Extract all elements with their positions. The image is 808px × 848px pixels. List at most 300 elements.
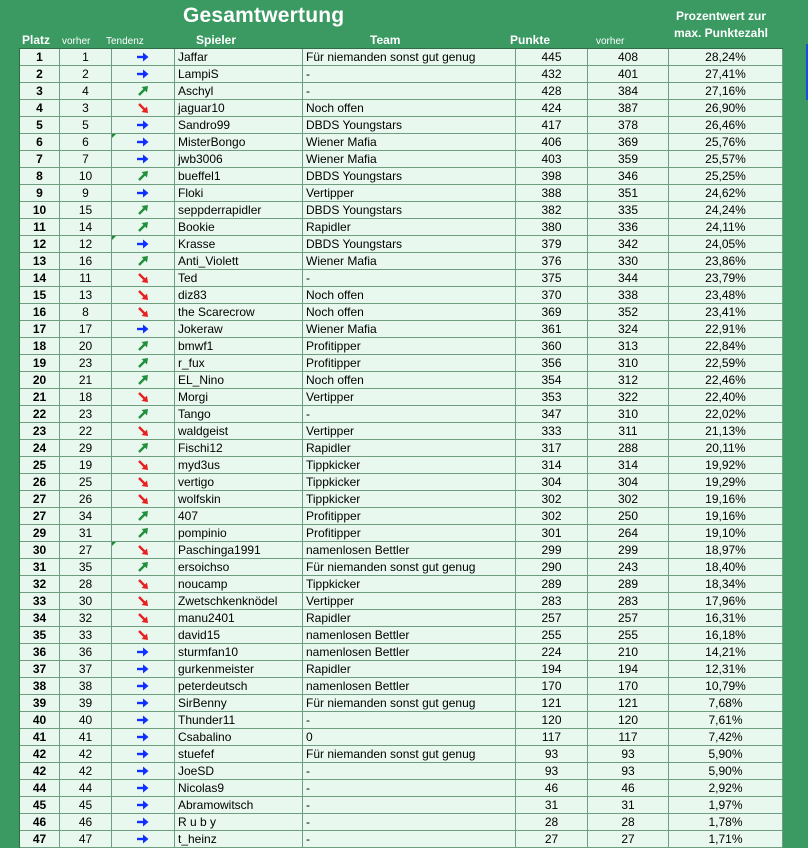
- table-row: [20, 593, 783, 610]
- cell-platz: 33: [20, 593, 60, 609]
- table-row: [20, 678, 783, 695]
- cell-punkte: 379: [516, 236, 588, 252]
- cell-punkte: 317: [516, 440, 588, 456]
- cell-tendenz: [112, 457, 175, 473]
- cell-tendenz: [112, 304, 175, 320]
- cell-spieler: JoeSD: [175, 763, 303, 779]
- table-row: [20, 780, 783, 797]
- cell-spieler: 407: [175, 508, 303, 524]
- cell-vorher: 42: [60, 763, 112, 779]
- arrow-down-right-icon: [136, 492, 150, 506]
- cell-spieler: sturmfan10: [175, 644, 303, 660]
- cell-punkte: 333: [516, 423, 588, 439]
- cell-tendenz: [112, 746, 175, 762]
- cell-vorher: 31: [60, 525, 112, 541]
- table-row: [20, 695, 783, 712]
- table-row: [20, 100, 783, 117]
- table-row: [20, 542, 783, 559]
- cell-vorher: 21: [60, 372, 112, 388]
- cell-vorher2: 28: [588, 814, 669, 830]
- cell-prozent: 19,10%: [669, 525, 783, 541]
- comment-marker-icon: [112, 542, 116, 547]
- arrow-down-right-icon: [136, 611, 150, 625]
- table-row: [20, 83, 783, 100]
- cell-spieler: SirBenny: [175, 695, 303, 711]
- cell-prozent: 24,24%: [669, 202, 783, 218]
- cell-punkte: 120: [516, 712, 588, 728]
- arrow-right-icon: [136, 679, 150, 693]
- cell-prozent: 23,48%: [669, 287, 783, 303]
- cell-prozent: 19,92%: [669, 457, 783, 473]
- cell-team: Profitipper: [303, 355, 516, 371]
- cell-team: namenlosen Bettler: [303, 644, 516, 660]
- cell-platz: 8: [20, 168, 60, 184]
- cell-vorher2: 311: [588, 423, 669, 439]
- cell-tendenz: [112, 780, 175, 796]
- cell-vorher: 42: [60, 746, 112, 762]
- cell-spieler: gurkenmeister: [175, 661, 303, 677]
- cell-prozent: 22,91%: [669, 321, 783, 337]
- cell-vorher2: 121: [588, 695, 669, 711]
- arrow-down-right-icon: [136, 271, 150, 285]
- cell-team: -: [303, 763, 516, 779]
- cell-punkte: 194: [516, 661, 588, 677]
- cell-tendenz: [112, 661, 175, 677]
- table-row: [20, 168, 783, 185]
- cell-vorher2: 384: [588, 83, 669, 99]
- cell-tendenz: [112, 491, 175, 507]
- cell-vorher2: 312: [588, 372, 669, 388]
- cell-tendenz: [112, 185, 175, 201]
- cell-team: Für niemanden sonst gut genug: [303, 695, 516, 711]
- cell-tendenz: [112, 831, 175, 847]
- cell-team: Rapidler: [303, 440, 516, 456]
- table-row: [20, 219, 783, 236]
- cell-prozent: 7,42%: [669, 729, 783, 745]
- cell-team: Rapidler: [303, 610, 516, 626]
- cell-platz: 4: [20, 100, 60, 116]
- cell-tendenz: [112, 66, 175, 82]
- cell-vorher2: 46: [588, 780, 669, 796]
- cell-platz: 11: [20, 219, 60, 235]
- cell-team: namenlosen Bettler: [303, 678, 516, 694]
- cell-team: Vertipper: [303, 423, 516, 439]
- cell-vorher: 35: [60, 559, 112, 575]
- arrow-down-right-icon: [136, 101, 150, 115]
- cell-vorher: 3: [60, 100, 112, 116]
- page-title: Gesamtwertung: [183, 4, 345, 27]
- cell-team: -: [303, 270, 516, 286]
- cell-platz: 41: [20, 729, 60, 745]
- cell-prozent: 25,57%: [669, 151, 783, 167]
- cell-prozent: 16,18%: [669, 627, 783, 643]
- arrow-down-right-icon: [136, 424, 150, 438]
- cell-vorher2: 250: [588, 508, 669, 524]
- cell-prozent: 19,29%: [669, 474, 783, 490]
- cell-team: Tippkicker: [303, 491, 516, 507]
- standings-table: [19, 48, 783, 848]
- cell-tendenz: [112, 797, 175, 813]
- cell-spieler: Jaffar: [175, 49, 303, 65]
- cell-prozent: 22,59%: [669, 355, 783, 371]
- cell-platz: 44: [20, 780, 60, 796]
- header-platz: Platz: [22, 33, 51, 47]
- arrow-down-right-icon: [136, 305, 150, 319]
- arrow-up-right-icon: [136, 560, 150, 574]
- cell-punkte: 375: [516, 270, 588, 286]
- cell-platz: 31: [20, 559, 60, 575]
- cell-vorher2: 31: [588, 797, 669, 813]
- cell-prozent: 21,13%: [669, 423, 783, 439]
- cell-punkte: 354: [516, 372, 588, 388]
- cell-spieler: Sandro99: [175, 117, 303, 133]
- cell-spieler: MisterBongo: [175, 134, 303, 150]
- cell-prozent: 1,78%: [669, 814, 783, 830]
- header-vorher2: vorher: [596, 36, 625, 47]
- cell-vorher: 4: [60, 83, 112, 99]
- cell-vorher2: 93: [588, 746, 669, 762]
- cell-vorher2: 210: [588, 644, 669, 660]
- cell-prozent: 7,61%: [669, 712, 783, 728]
- cell-spieler: waldgeist: [175, 423, 303, 439]
- cell-vorher2: 352: [588, 304, 669, 320]
- cell-platz: 38: [20, 678, 60, 694]
- cell-vorher: 32: [60, 610, 112, 626]
- cell-platz: 46: [20, 814, 60, 830]
- cell-spieler: Nicolas9: [175, 780, 303, 796]
- cell-vorher2: 27: [588, 831, 669, 847]
- table-row: [20, 644, 783, 661]
- cell-platz: 22: [20, 406, 60, 422]
- table-row: [20, 355, 783, 372]
- arrow-right-icon: [136, 798, 150, 812]
- cell-team: Profitipper: [303, 525, 516, 541]
- cell-tendenz: [112, 763, 175, 779]
- cell-punkte: 388: [516, 185, 588, 201]
- cell-tendenz: [112, 559, 175, 575]
- arrow-up-right-icon: [136, 169, 150, 183]
- cell-vorher: 25: [60, 474, 112, 490]
- table-row: [20, 151, 783, 168]
- cell-vorher2: 344: [588, 270, 669, 286]
- cell-vorher2: 330: [588, 253, 669, 269]
- cell-spieler: EL_Nino: [175, 372, 303, 388]
- cell-prozent: 18,40%: [669, 559, 783, 575]
- cell-punkte: 299: [516, 542, 588, 558]
- arrow-right-icon: [136, 662, 150, 676]
- cell-platz: 40: [20, 712, 60, 728]
- arrow-right-icon: [136, 696, 150, 710]
- table-row: [20, 763, 783, 780]
- cell-prozent: 24,62%: [669, 185, 783, 201]
- cell-vorher2: 314: [588, 457, 669, 473]
- cell-platz: 12: [20, 236, 60, 252]
- cell-vorher2: 338: [588, 287, 669, 303]
- cell-spieler: Ted: [175, 270, 303, 286]
- cell-tendenz: [112, 525, 175, 541]
- cell-tendenz: [112, 508, 175, 524]
- cell-vorher2: 117: [588, 729, 669, 745]
- cell-punkte: 27: [516, 831, 588, 847]
- cell-team: -: [303, 712, 516, 728]
- cell-prozent: 25,25%: [669, 168, 783, 184]
- cell-spieler: peterdeutsch: [175, 678, 303, 694]
- arrow-right-icon: [136, 815, 150, 829]
- cell-punkte: 302: [516, 491, 588, 507]
- cell-team: DBDS Youngstars: [303, 236, 516, 252]
- arrow-down-right-icon: [136, 458, 150, 472]
- cell-spieler: ersoichso: [175, 559, 303, 575]
- cell-team: Für niemanden sonst gut genug: [303, 746, 516, 762]
- cell-platz: 23: [20, 423, 60, 439]
- cell-vorher2: 313: [588, 338, 669, 354]
- cell-vorher2: 359: [588, 151, 669, 167]
- cell-spieler: Bookie: [175, 219, 303, 235]
- cell-punkte: 353: [516, 389, 588, 405]
- cell-punkte: 28: [516, 814, 588, 830]
- cell-team: Vertipper: [303, 185, 516, 201]
- cell-platz: 2: [20, 66, 60, 82]
- table-row: [20, 712, 783, 729]
- cell-platz: 5: [20, 117, 60, 133]
- cell-tendenz: [112, 338, 175, 354]
- cell-prozent: 23,86%: [669, 253, 783, 269]
- cell-tendenz: [112, 474, 175, 490]
- cell-punkte: 257: [516, 610, 588, 626]
- cell-tendenz: [112, 134, 175, 150]
- cell-tendenz: [112, 270, 175, 286]
- arrow-right-icon: [136, 713, 150, 727]
- cell-punkte: 255: [516, 627, 588, 643]
- cell-punkte: 369: [516, 304, 588, 320]
- cell-tendenz: [112, 236, 175, 252]
- cell-tendenz: [112, 695, 175, 711]
- cell-vorher: 18: [60, 389, 112, 405]
- cell-tendenz: [112, 542, 175, 558]
- cell-platz: 37: [20, 661, 60, 677]
- table-row: [20, 134, 783, 151]
- cell-punkte: 170: [516, 678, 588, 694]
- cell-vorher: 37: [60, 661, 112, 677]
- cell-vorher2: 299: [588, 542, 669, 558]
- table-row: [20, 321, 783, 338]
- cell-vorher: 28: [60, 576, 112, 592]
- cell-prozent: 19,16%: [669, 508, 783, 524]
- cell-vorher2: 408: [588, 49, 669, 65]
- arrow-down-right-icon: [136, 628, 150, 642]
- cell-spieler: Paschinga1991: [175, 542, 303, 558]
- cell-team: Tippkicker: [303, 457, 516, 473]
- cell-spieler: Zwetschkenknödel: [175, 593, 303, 609]
- table-row: [20, 49, 783, 66]
- cell-spieler: diz83: [175, 287, 303, 303]
- cell-team: Noch offen: [303, 287, 516, 303]
- arrow-up-right-icon: [136, 441, 150, 455]
- arrow-up-right-icon: [136, 373, 150, 387]
- cell-punkte: 417: [516, 117, 588, 133]
- cell-team: -: [303, 831, 516, 847]
- cell-team: Noch offen: [303, 304, 516, 320]
- arrow-up-right-icon: [136, 526, 150, 540]
- cell-team: Vertipper: [303, 389, 516, 405]
- cell-team: Wiener Mafia: [303, 321, 516, 337]
- arrow-up-right-icon: [136, 203, 150, 217]
- cell-vorher: 30: [60, 593, 112, 609]
- cell-punkte: 347: [516, 406, 588, 422]
- arrow-up-right-icon: [136, 407, 150, 421]
- cell-punkte: 93: [516, 763, 588, 779]
- table-row: [20, 202, 783, 219]
- cell-vorher: 46: [60, 814, 112, 830]
- cell-platz: 17: [20, 321, 60, 337]
- cell-vorher: 10: [60, 168, 112, 184]
- table-row: [20, 406, 783, 423]
- cell-vorher: 38: [60, 678, 112, 694]
- cell-vorher: 15: [60, 202, 112, 218]
- cell-punkte: 46: [516, 780, 588, 796]
- cell-tendenz: [112, 253, 175, 269]
- arrow-up-right-icon: [136, 356, 150, 370]
- cell-vorher: 44: [60, 780, 112, 796]
- cell-punkte: 445: [516, 49, 588, 65]
- arrow-right-icon: [136, 67, 150, 81]
- table-row: [20, 746, 783, 763]
- cell-spieler: seppderrapidler: [175, 202, 303, 218]
- cell-team: -: [303, 406, 516, 422]
- cell-punkte: 283: [516, 593, 588, 609]
- table-row: [20, 661, 783, 678]
- cell-tendenz: [112, 678, 175, 694]
- cell-vorher2: 194: [588, 661, 669, 677]
- header-spieler: Spieler: [196, 33, 237, 47]
- cell-vorher: 33: [60, 627, 112, 643]
- cell-vorher: 39: [60, 695, 112, 711]
- cell-tendenz: [112, 117, 175, 133]
- cell-vorher2: 264: [588, 525, 669, 541]
- arrow-right-icon: [136, 764, 150, 778]
- cell-platz: 20: [20, 372, 60, 388]
- cell-punkte: 301: [516, 525, 588, 541]
- cell-prozent: 5,90%: [669, 763, 783, 779]
- table-row: [20, 559, 783, 576]
- cell-vorher2: 120: [588, 712, 669, 728]
- cell-team: Wiener Mafia: [303, 253, 516, 269]
- cell-platz: 34: [20, 610, 60, 626]
- cell-tendenz: [112, 49, 175, 65]
- cell-vorher: 36: [60, 644, 112, 660]
- cell-spieler: manu2401: [175, 610, 303, 626]
- cell-team: DBDS Youngstars: [303, 202, 516, 218]
- cell-prozent: 22,46%: [669, 372, 783, 388]
- cell-punkte: 117: [516, 729, 588, 745]
- cell-prozent: 27,16%: [669, 83, 783, 99]
- cell-spieler: Thunder11: [175, 712, 303, 728]
- cell-platz: 45: [20, 797, 60, 813]
- cell-tendenz: [112, 406, 175, 422]
- cell-punkte: 428: [516, 83, 588, 99]
- arrow-down-right-icon: [136, 390, 150, 404]
- cell-tendenz: [112, 440, 175, 456]
- cell-tendenz: [112, 389, 175, 405]
- cell-spieler: bueffel1: [175, 168, 303, 184]
- table-row: [20, 389, 783, 406]
- cell-vorher2: 289: [588, 576, 669, 592]
- cell-prozent: 18,97%: [669, 542, 783, 558]
- cell-punkte: 304: [516, 474, 588, 490]
- header-prozent: [664, 8, 778, 42]
- cell-platz: 32: [20, 576, 60, 592]
- cell-platz: 16: [20, 304, 60, 320]
- cell-prozent: 24,05%: [669, 236, 783, 252]
- table-row: [20, 610, 783, 627]
- cell-prozent: 17,96%: [669, 593, 783, 609]
- cell-punkte: 382: [516, 202, 588, 218]
- cell-vorher: 11: [60, 270, 112, 286]
- table-row: [20, 372, 783, 389]
- arrow-down-right-icon: [136, 577, 150, 591]
- cell-vorher: 23: [60, 355, 112, 371]
- arrow-up-right-icon: [136, 84, 150, 98]
- cell-tendenz: [112, 593, 175, 609]
- cell-spieler: Abramowitsch: [175, 797, 303, 813]
- cell-punkte: 93: [516, 746, 588, 762]
- table-row: [20, 338, 783, 355]
- cell-vorher2: 324: [588, 321, 669, 337]
- cell-vorher2: 170: [588, 678, 669, 694]
- cell-prozent: 24,11%: [669, 219, 783, 235]
- cell-spieler: Morgi: [175, 389, 303, 405]
- table-row: [20, 457, 783, 474]
- cell-vorher: 41: [60, 729, 112, 745]
- cell-team: Tippkicker: [303, 474, 516, 490]
- table-row: [20, 627, 783, 644]
- cell-prozent: 22,02%: [669, 406, 783, 422]
- table-row: [20, 185, 783, 202]
- cell-spieler: Tango: [175, 406, 303, 422]
- cell-vorher2: 401: [588, 66, 669, 82]
- arrow-right-icon: [136, 322, 150, 336]
- cell-spieler: jwb3006: [175, 151, 303, 167]
- cell-vorher: 1: [60, 49, 112, 65]
- cell-punkte: 289: [516, 576, 588, 592]
- table-row: [20, 440, 783, 457]
- cell-team: DBDS Youngstars: [303, 168, 516, 184]
- arrow-down-right-icon: [136, 543, 150, 557]
- cell-vorher2: 342: [588, 236, 669, 252]
- cell-platz: 14: [20, 270, 60, 286]
- cell-punkte: 121: [516, 695, 588, 711]
- cell-team: -: [303, 780, 516, 796]
- cell-team: Profitipper: [303, 508, 516, 524]
- cell-prozent: 19,16%: [669, 491, 783, 507]
- cell-vorher: 22: [60, 423, 112, 439]
- cell-vorher2: 369: [588, 134, 669, 150]
- cell-vorher: 2: [60, 66, 112, 82]
- cell-platz: 42: [20, 763, 60, 779]
- arrow-up-right-icon: [136, 220, 150, 234]
- cell-tendenz: [112, 202, 175, 218]
- cell-spieler: R u b y: [175, 814, 303, 830]
- cell-vorher: 17: [60, 321, 112, 337]
- cell-vorher2: 336: [588, 219, 669, 235]
- cell-prozent: 2,92%: [669, 780, 783, 796]
- cell-punkte: 380: [516, 219, 588, 235]
- cell-spieler: bmwf1: [175, 338, 303, 354]
- cell-platz: 9: [20, 185, 60, 201]
- cell-prozent: 23,79%: [669, 270, 783, 286]
- cell-team: Wiener Mafia: [303, 151, 516, 167]
- cell-prozent: 10,79%: [669, 678, 783, 694]
